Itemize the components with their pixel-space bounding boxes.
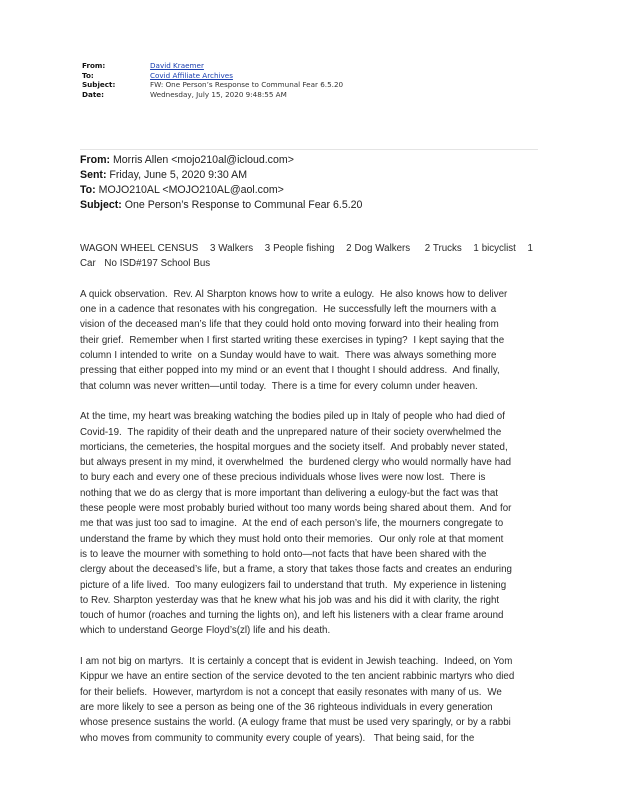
outer-subject-row <box>82 80 343 90</box>
body-line: their grief. Remember when I first started writing these exercises in typing? I kept saying that the <box>80 334 505 346</box>
body-paragraph <box>80 409 610 638</box>
outer-from-row <box>82 61 343 71</box>
forwarded-from-label: From: <box>80 154 111 166</box>
body-line: morticians, the cemeteries, the hospital morgues and the society itself. And probably never stated, <box>80 441 508 453</box>
body-line: that column was never written—until today. There is a time for every column under heaven. <box>80 380 478 392</box>
outer-to-link[interactable]: Covid Affiliate Archives <box>150 70 233 80</box>
body-line: nothing that we do as clergy that is more important than delivering a eulogy-but the fact was that <box>80 487 499 499</box>
forwarded-from-value: Morris Allen <mojo210al@icloud.com> <box>110 154 294 166</box>
forwarded-to-label: To: <box>80 184 96 196</box>
body-line: WAGON WHEEL CENSUS 3 Walkers 3 People fishing 2 Dog Walkers 2 Trucks 1 bicyclist 1 <box>80 243 533 254</box>
forwarded-sent-label: Sent: <box>80 169 107 181</box>
body-line: Car No ISD#197 School Bus <box>80 258 211 270</box>
forwarded-sent-value: Friday, June 5, 2020 9:30 AM <box>106 169 248 181</box>
body-line: touch of humor (roaches and turning the lights on), and left his listeners with a clear frame around <box>80 610 504 622</box>
outer-to-row <box>82 71 343 81</box>
body-line: understand the frame by which they must hold onto their memories. Our only role at that moment <box>80 533 504 545</box>
body-line: but always present in my mind, it overwhelmed the burdened clergy who would normally have had <box>80 457 511 469</box>
forwarded-from-row <box>80 153 362 168</box>
body-line: I am not big on martyrs. It is certainly a concept that is evident in Jewish teaching. Indeed, on Yom <box>80 656 513 668</box>
forwarded-to-value: MOJO210AL <MOJO210AL@aol.com> <box>95 184 284 196</box>
body-line: Kippur we have an entire section of the service devoted to the ten ancient rabbinic martyrs who died <box>80 671 515 683</box>
body-line: column I intended to write on a Sunday would have to wait. There was always something more <box>80 350 497 362</box>
forwarded-to-row <box>80 183 362 198</box>
forwarded-sent-row <box>80 168 362 183</box>
outer-from-label: From: <box>82 61 106 70</box>
body-line: At the time, my heart was breaking watching the bodies piled up in Italy of people who had died of <box>80 411 505 423</box>
body-paragraph <box>80 241 610 272</box>
forwarded-subject-value: One Person’s Response to Communal Fear 6.5.20 <box>121 199 363 211</box>
body-line: pressing that either popped into my mind or an event that I thought I should address. And finally, <box>80 365 500 377</box>
body-paragraph <box>80 287 610 394</box>
outer-email-header <box>82 61 343 99</box>
body-line: to Rev. Sharpton yesterday was that he knew what his job was and his did it with clarity, the right <box>80 594 500 606</box>
outer-date-row <box>82 90 343 100</box>
outer-from-link[interactable]: David Kraemer <box>150 61 204 70</box>
outer-date-label: Date: <box>82 89 105 99</box>
body-line: whose presence sustains the world. (A eulogy frame that must be used very sparingly, or by a rabbi <box>80 717 511 729</box>
body-line: these people were most probably buried without too many words being shared about them. And for <box>80 503 512 515</box>
body-line: clergy about the deceased’s life, but a frame, a story that takes those facts and creates an enduring <box>80 564 512 576</box>
body-line: are more likely to see a person as being one of the 36 righteous individuals in every generation <box>80 701 493 713</box>
outer-to-label: To: <box>82 70 94 80</box>
body-paragraph <box>80 654 610 746</box>
body-line: which to understand George Floyd’s(zl) life and his death. <box>80 625 331 637</box>
body-line: to bury each and every one of these precious individuals whose lives were now lost. There is <box>80 472 486 484</box>
body-line: Covid-19. The rapidity of their death and the unprepared nature of their society overwhelmed the <box>80 426 502 438</box>
body-line: who moves from community to community every couple of years). That being said, for the <box>80 732 475 744</box>
body-line: picture of a life lived. Too many eulogizers fail to understand that truth. My experience in listening <box>80 579 507 591</box>
header-divider <box>80 149 538 150</box>
forwarded-header <box>80 153 362 213</box>
body-line: me that was just too sad to imagine. At the end of each person’s life, the mourners congregate to <box>80 518 504 530</box>
outer-subject-value: FW: One Person’s Response to Communal Fear 6.5.20 <box>150 80 344 90</box>
outer-subject-label: Subject: <box>82 80 116 90</box>
body-line: A quick observation. Rev. Al Sharpton knows how to write a eulogy. He also knows how to deliver <box>80 288 508 300</box>
forwarded-subject-label: Subject: <box>80 199 122 211</box>
body-line: for their beliefs. However, martyrdom is not a concept that easily resonates with many of us. We <box>80 686 502 698</box>
body-line: vision of the deceased man’s life that they could hold onto moving forward into their healing from <box>80 319 499 331</box>
outer-date-value: Wednesday, July 15, 2020 9:48:55 AM <box>150 89 287 99</box>
forwarded-subject-row <box>80 198 362 213</box>
body-line: is to leave the mourner with something to hold onto—not facts that have been shared with the <box>80 548 487 560</box>
email-body <box>80 241 610 761</box>
body-line: one in a cadence that resonates with his congregation. He successfully left the mourners with a <box>80 304 497 316</box>
